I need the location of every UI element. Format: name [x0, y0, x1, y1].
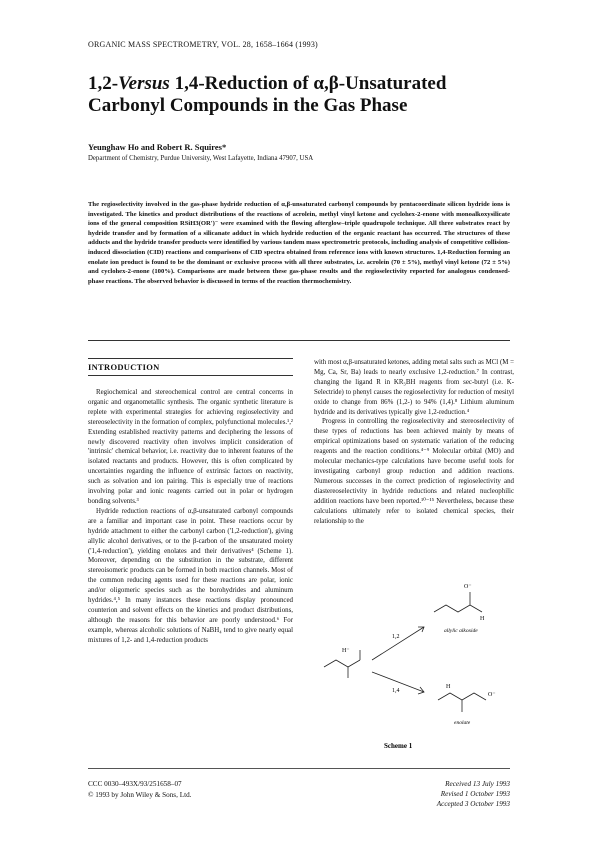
title-part1: 1,2- — [88, 73, 119, 94]
received-date: Received 13 July 1993 — [445, 780, 510, 788]
paragraph: Regiochemical and stereochemical control are central concerns in organic and organometallic synthesis. The organic synthetic literature is replete with experimental strategies for achieving regioselectivity and stereoselectivity in the formation of complex, polyfunctional molecules.¹,² Extending established reactivity patterns and deciphering the lessons of newly discovered reactivity often involves implicit consideration of 'intrinsic' chemical behavior, i.e. reactivity due to inherent features of the isolated reactants and products. However, this is often complicated by uncertainties regarding the influence of extrinsic factors on reactivity, such as solvation and ion pairing. This is especially true of reactions involving polar and ionic reagents carried out in polar or hydrogen bonding solvents.³ — [88, 389, 293, 505]
footer-left — [88, 779, 191, 801]
reactant-structure — [324, 650, 360, 678]
footer-divider — [88, 768, 510, 769]
divider — [88, 340, 510, 341]
title-versus: Versus — [118, 73, 170, 94]
paragraph: with most α,β-unsaturated ketones, adding metal salts such as MCl (M = Mg, Ca, Sr, Ba) leads to nearly exclusive 1,2-reduction.⁷ In contrast, changing the ligand R in KR₃BH reagents from sec-butyl (i.e. K-Selectride) to phenyl causes the regioselectivity for reduction of mesityl oxide to change from 86% (1,2-) to 94% (1,4).⁸ Lithium aluminum hydride and its derivatives typically give 1,2-reduction.⁴ — [314, 359, 514, 416]
title-part2: 1,4-Reduction of α,β-Unsaturated Carbonyl Compounds in the Gas Phase — [88, 73, 447, 116]
abstract: The regioselectivity involved in the gas-phase hydride reduction of α,β-unsaturated carbonyl compounds by pentacoordinate silicon hydride ions is investigated. The kinetics and product distributions of the reactions of acrolein, methyl vinyl ketone and cyclohex-2-enone with monoalkoxysilicate ions of the general composition RSiH3(OR')⁻ were examined with the flowing afterglow–triple quadrupole technique. All three substrates react by hydride transfer and by formation of a silicanate adduct in which hydride reduction of the organic reactant has occurred. The structures of these adducts and the hydride transfer products were identified by various tandem mass spectrometric protocols, including analysis of competitive collision-induced dissociation (CID) reactions and comparisons of CID spectra obtained from reference ions with known structures. 1,4-Reduction forming an enolate ion product is found to be the dominant or exclusive process with all three substrates, i.e. acrolein (70 ± 5%), methyl vinyl ketone (72 ± 5%) and cyclohex-2-enone (100%). Comparisons are made between these gas-phase results and the regioselectivity reported for analogous condensed-phase reactions. The observed behavior is discussed in terms of the reaction thermochemistry. — [88, 201, 510, 285]
scheme-label: Scheme 1 — [384, 742, 413, 750]
arrow-1-2 — [372, 627, 424, 660]
arrow-1-4-label: 1,4 — [392, 688, 400, 694]
accepted-date: Accepted 3 October 1993 — [436, 800, 510, 808]
product-1-4-structure — [438, 693, 486, 712]
product-1-2-label: allylic alkoxide — [444, 628, 478, 634]
ccc-code: CCC 0030–493X/93/251658–07 — [88, 780, 182, 788]
enolate-hydrogen: H — [446, 684, 451, 690]
authors: Yeunghaw Ho and Robert R. Squires* — [88, 142, 227, 152]
affiliation: Department of Chemistry, Purdue University, West Lafayette, Indiana 47907, USA — [88, 155, 314, 162]
section-rule — [88, 358, 293, 359]
alkoxide-oxygen: O⁻ — [464, 584, 472, 590]
scheme-1-diagram — [314, 572, 514, 752]
product-1-2-structure — [434, 592, 482, 612]
hydride-label: H⁻ — [342, 648, 350, 654]
paragraph: Hydride reduction reactions of α,β-unsaturated carbonyl compounds are a familiar and important case in point. These reactions occur by hydride attachment to either the carbonyl carbon ('1,2-reduction'), giving allylic alcohol derivatives, or to the β-carbon of the unsaturated moiety ('1,4-reduction'), yielding enolates and their derivatives⁴ (Scheme 1). Moreover, depending on the substitution in the substrate, different stereoisomeric products can be formed in both reaction channels. Most of the common reducing agents used for these reactions are polar, ionic and/or oligomeric species such as the borohydrides and aluminum hydrides.⁴,⁵ In many instances these reactions display pronounced counterion and solvent effects on the kinetics and product distributions, although the reasons for this behavior are poorly understood.⁶ For example, whereas alcoholic solutions of NaBH₄ tend to give nearly equal mixtures of 1,2- and 1,4-reduction products — [88, 507, 293, 644]
journal-header: ORGANIC MASS SPECTROMETRY, VOL. 28, 1658–1664 (1993) — [88, 40, 318, 49]
arrow-1-2-label: 1,2 — [392, 634, 400, 640]
copyright: © 1993 by John Wiley & Sons, Ltd. — [88, 791, 192, 799]
right-column — [314, 358, 514, 526]
alkoxide-hydrogen: H — [480, 616, 485, 622]
section-heading: INTRODUCTION — [88, 362, 160, 372]
article-title — [88, 73, 508, 117]
revised-date: Revised 1 October 1993 — [440, 790, 510, 798]
enolate-oxygen: O⁻ — [488, 692, 496, 698]
left-column — [88, 388, 293, 646]
paragraph: Progress in controlling the regioselectivity and stereoselectivity of these types of reductions has been achieved mainly by means of empirical optimizations based on systematic variation of the reducing reagents and the reaction conditions.⁴⁻⁹ Molecular orbital (MO) and molecular mechanics-type calculations have become useful tools for investigating carbonyl group reduction and addition reactions. Numerous successes in the correct prediction of regioselectivity and diastereoselectivity in hydride reductions and related nucleophilic addition reactions have been reported.¹⁰⁻¹⁵ Nevertheless, because these calculations ultimately refer to isolated chemical species, their relationship to the — [314, 418, 514, 525]
footer-dates — [400, 779, 510, 809]
section-rule — [88, 375, 293, 376]
product-1-4-label: enolate — [454, 720, 471, 726]
